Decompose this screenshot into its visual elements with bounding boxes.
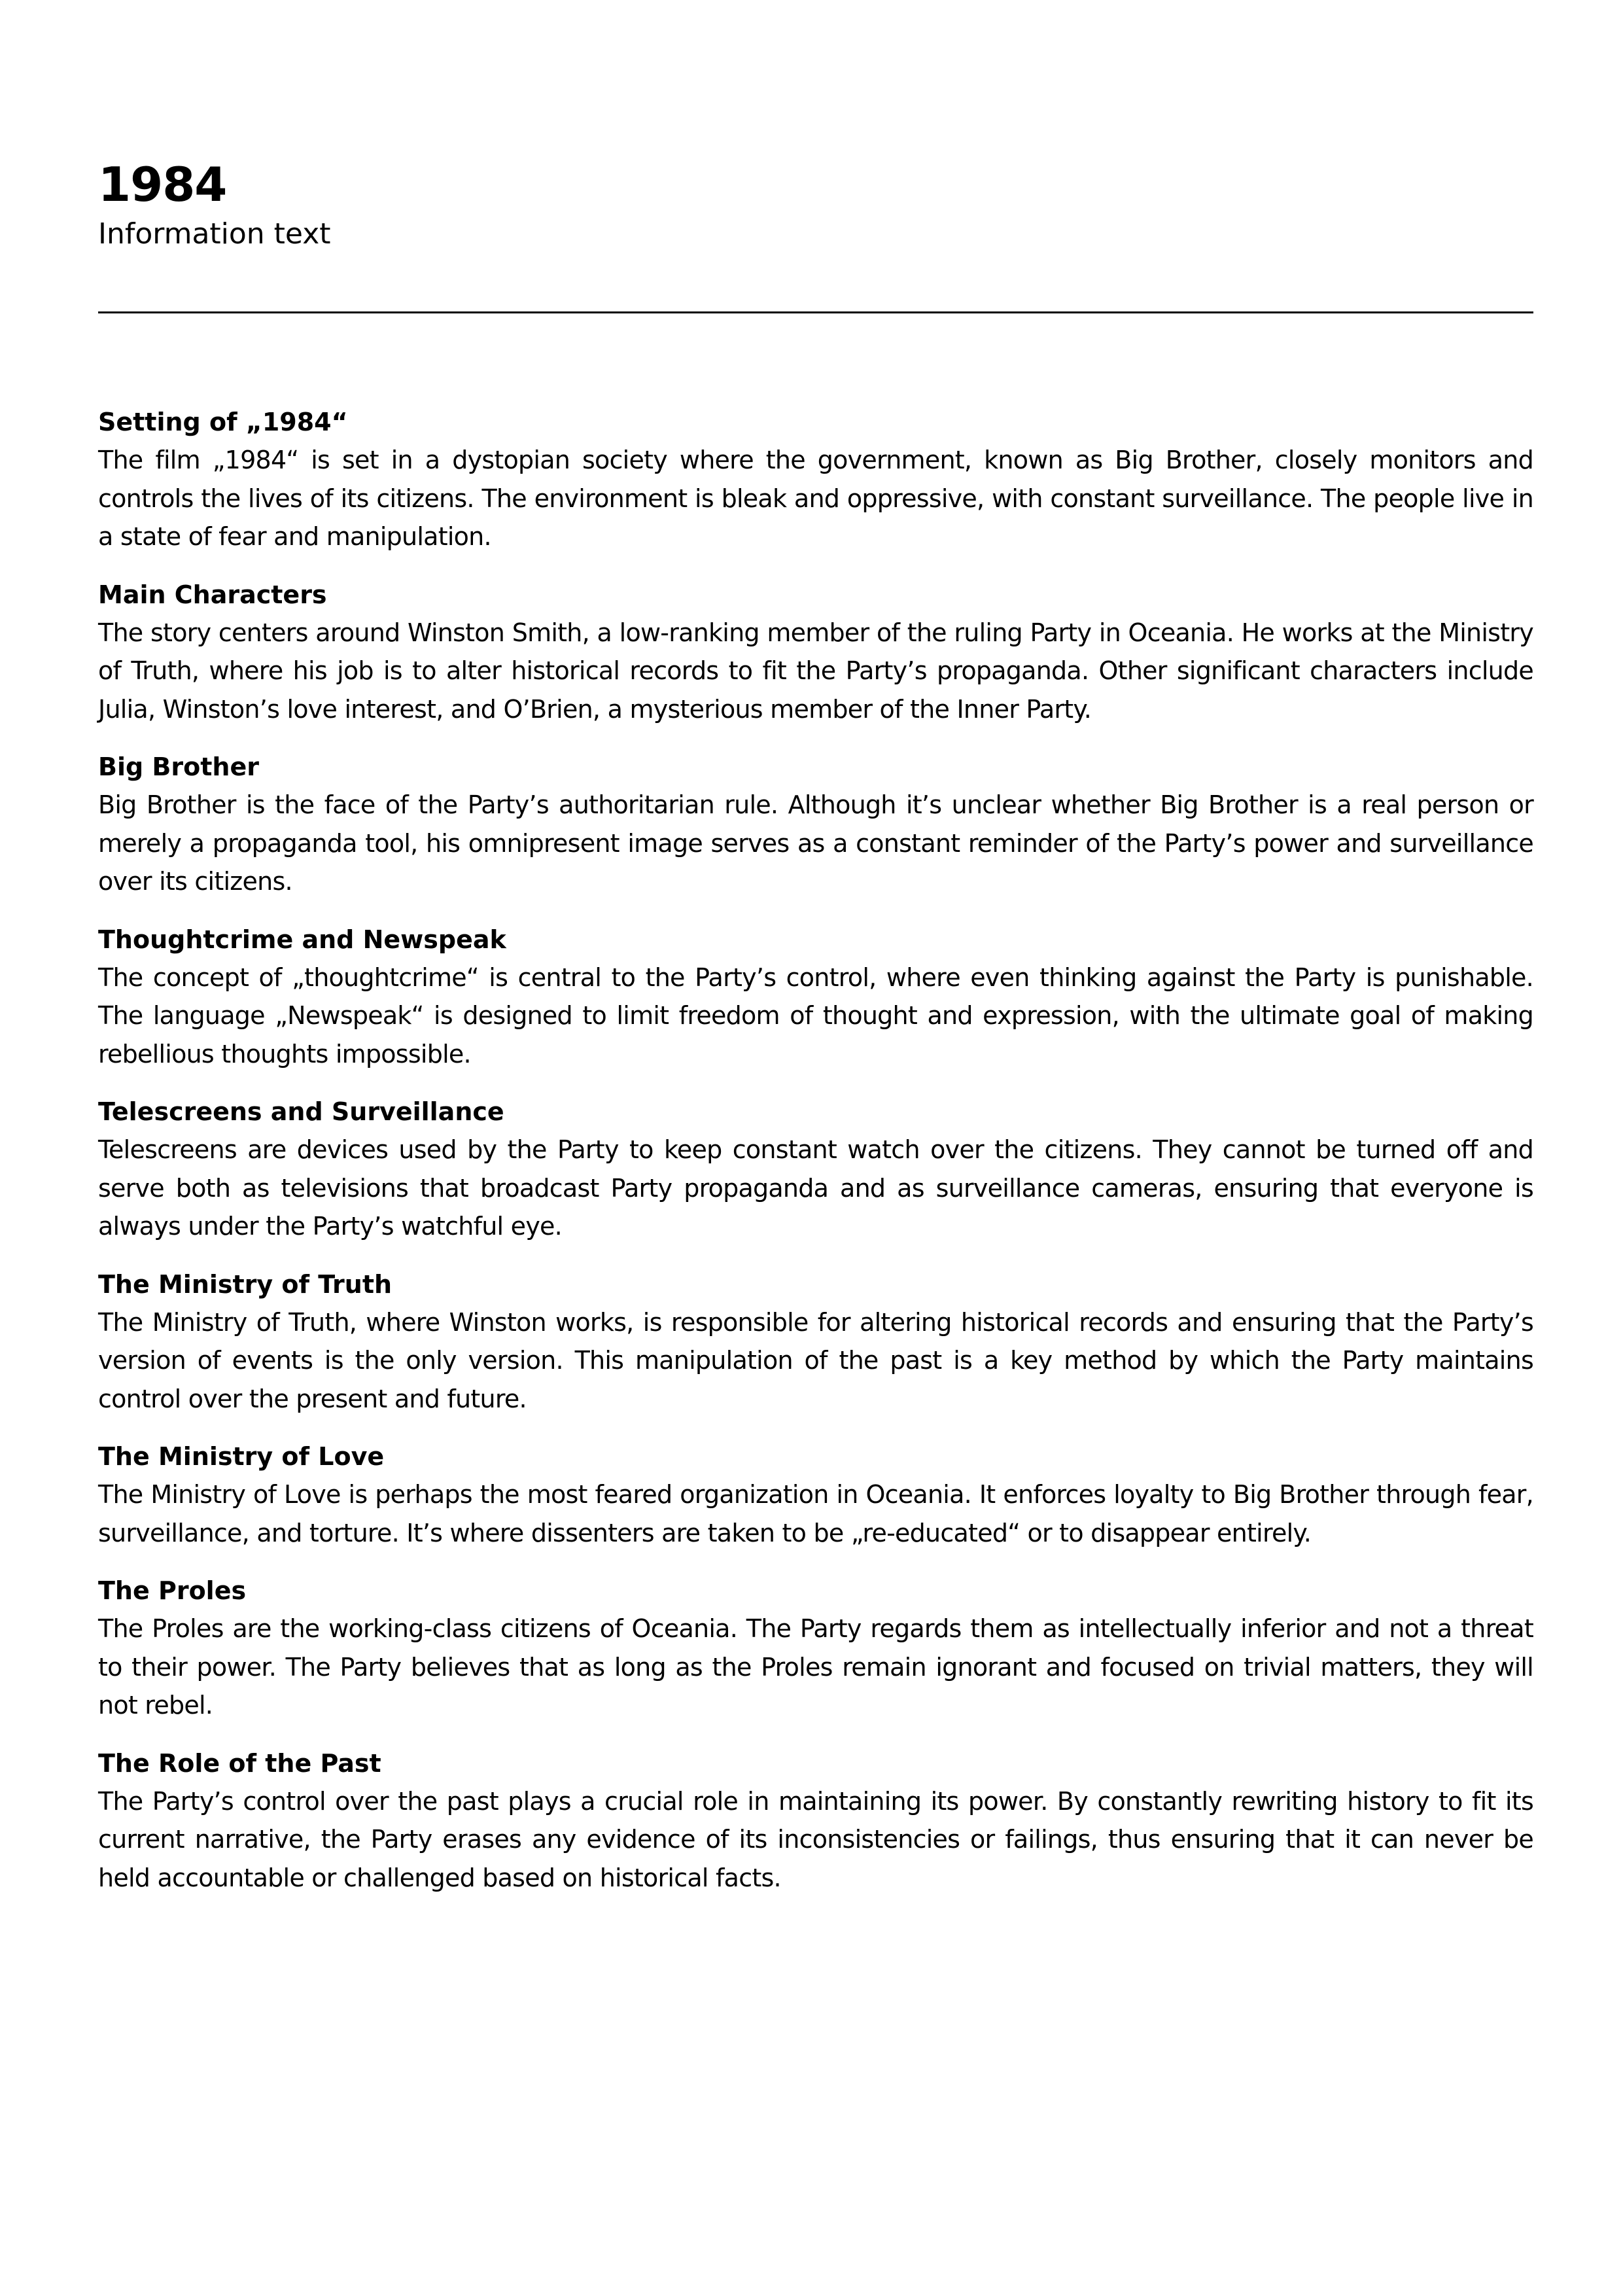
section-body: The concept of „thoughtcrime“ is central to the Party’s control, where even thinking against the Party is punishable. The language „Newspeak“ is designed to limit freedom of thought and expression, with the ultimate goal of making rebellious thoughts impossible. (98, 963, 1533, 1069)
section-body: The Ministry of Love is perhaps the most feared organization in Oceania. It enforces loyalty to Big Brother through fear, surveillance, and torture. It’s where dissenters are taken to be „re-educated“ or to disappear entirely. (98, 1480, 1533, 1547)
section-heading: Telescreens and Surveillance (98, 1097, 504, 1126)
section-body: The Proles are the working-class citizens of Oceania. The Party regards them as intellectually inferior and not a threat to their power. The Party believes that as long as the Proles remain ignorant and focused on trivial matters, they will not rebel. (98, 1614, 1533, 1720)
section-heading: Thoughtcrime and Newspeak (98, 925, 506, 954)
section-role-of-the-past (98, 1744, 1533, 1898)
section-body: Big Brother is the face of the Party’s authoritarian rule. Although it’s unclear whether Big Brother is a real person or merely a propaganda tool, his omnipresent image serves as a constant reminder of the Party’s power and surveillance over its citizens. (98, 790, 1533, 896)
section-thoughtcrime-newspeak (98, 921, 1533, 1074)
section-proles (98, 1572, 1533, 1725)
section-heading: The Ministry of Love (98, 1442, 385, 1471)
section-body: Telescreens are devices used by the Party to keep constant watch over the citizens. They cannot be turned off and serve both as televisions that broadcast Party propaganda and as surveillance cameras, ensuring that everyone is always under the Party’s watchful eye. (98, 1135, 1533, 1241)
section-heading: Main Characters (98, 580, 327, 609)
section-setting (98, 403, 1533, 556)
section-body: The Party’s control over the past plays a crucial role in maintaining its power. By constantly rewriting history to fit its current narrative, the Party erases any evidence of its inconsistencies or failings, thus ensuring that it can never be held accountable or challenged based on historical facts. (98, 1786, 1533, 1892)
section-heading: Big Brother (98, 752, 259, 781)
section-big-brother (98, 748, 1533, 901)
title-divider (98, 311, 1533, 313)
section-heading: The Role of the Past (98, 1748, 381, 1778)
section-heading: Setting of „1984“ (98, 408, 348, 436)
section-telescreens (98, 1093, 1533, 1246)
section-heading: The Proles (98, 1576, 247, 1605)
section-ministry-of-truth (98, 1265, 1533, 1419)
section-heading: The Ministry of Truth (98, 1269, 393, 1299)
section-body: The Ministry of Truth, where Winston works, is responsible for altering historical records and ensuring that the Party’s version of events is the only version. This manipulation of the past is a key method by which the Party maintains control over the present and future. (98, 1307, 1533, 1413)
section-body: The film „1984“ is set in a dystopian society where the government, known as Big Brother, closely monitors and controls the lives of its citizens. The environment is bleak and oppressive, with constant surveillance. The people live in a state of fear and manipulation. (98, 446, 1533, 551)
sections-list (98, 403, 1533, 1916)
section-main-characters (98, 576, 1533, 729)
section-body: The story centers around Winston Smith, a low-ranking member of the ruling Party in Oceania. He works at the Ministry of Truth, where his job is to alter historical records to fit the Party’s propaganda. Other significant characters include Julia, Winston’s love interest, and O’Brien, a mysterious member of the Inner Party. (98, 618, 1533, 724)
document-subtitle: Information text (98, 217, 331, 251)
section-ministry-of-love (98, 1438, 1533, 1552)
document-title: 1984 (98, 157, 227, 212)
